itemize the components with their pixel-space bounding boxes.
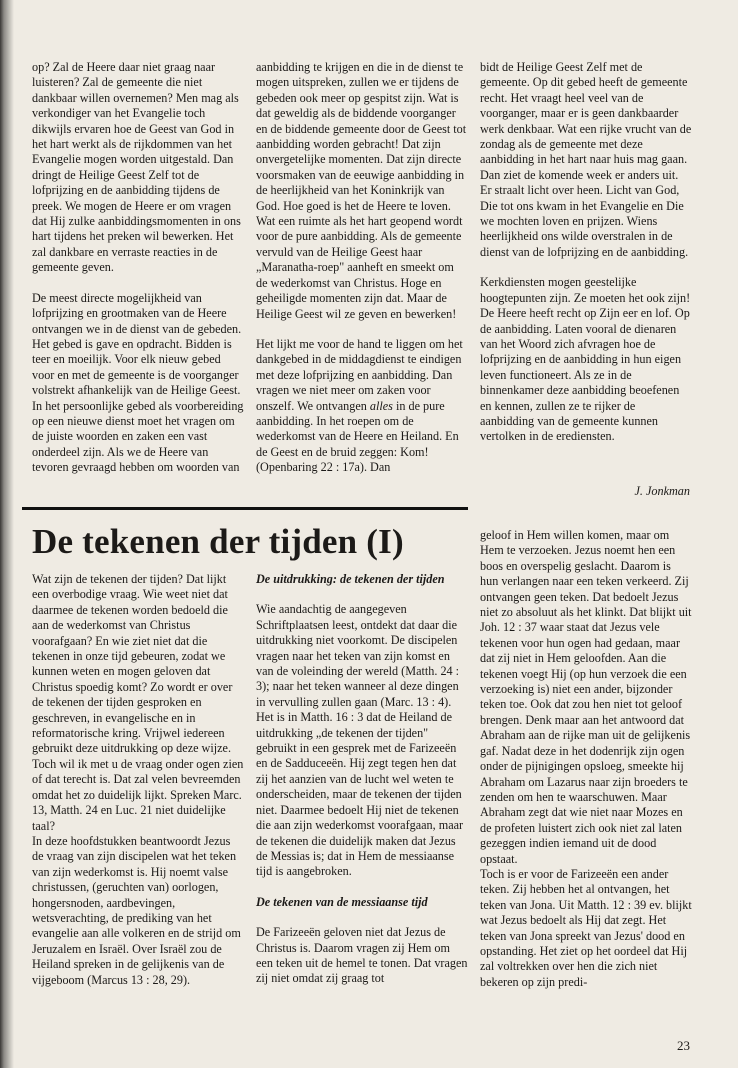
paragraph: Wie aandachtig de aangegeven Schriftplaatsen leest, ontdekt dat daar die uitdrukking niet voorkomt. De discipelen vragen naar het teken van zijn komst en van de voleinding der wereld (Matth. 24 : 3); naar het teken wanneer al deze dingen in vervulling zullen gaan (Marc. 13 : 4). Het is in Matth. 16 : 3 dat de Heiland de uitdrukking „de tekenen der tijden" gebruikt in een gesprek met de Farizeeën en de Sadduceeën. Hij zegt tegen hen dat zij het aanzien van de lucht wel weten te onderscheiden, maar de tekenen der tijden niet. Daarmee bedoelt Hij niet de tekenen die aan zijn wederkomst voorafgaan, maar de tekenen die duidelijk maken dat Jezus de Messias is; dat in Hem de messiaanse tijd is aangebroken. — [256, 602, 464, 879]
emphasis: alles — [369, 398, 393, 413]
paragraph: Wat zijn de tekenen der tijden? Dat lijkt een overbodige vraag. Wie weet niet dat daarmee de tekenen worden bedoeld die aan de wederkomst van Christus voorafgaan? En wie ziet niet dat die tekenen in onze tijd gebeuren, zodat we kunnen weten en mogen geloven dat Christus spoedig komt? Zo wordt er over de tekenen der tijden gesproken en geschreven, in evangelische en in reformatorische kring. Vrijwel iedereen gebruikt deze uitdrukking op deze wijze. Toch wil ik met u de vraag onder ogen zien of dat terecht is. Dat zal velen bevreemden omdat het zo duidelijk lijkt. Spreken Marc. 13, Matth. 24 en Luc. 21 niet duidelijke taal? — [32, 572, 244, 833]
article-column-1 — [32, 572, 244, 988]
top-column-1 — [32, 60, 244, 491]
section-heading: De tekenen van de messiaanse tijd — [256, 894, 428, 909]
article-column-2 — [256, 572, 468, 1002]
paragraph: In deze hoofdstukken beantwoordt Jezus de vraag van zijn discipelen wat het teken van zijn wederkomst is. Hij noemt valse christussen, (geruchten van) oorlogen, hongersnoden, aardbevingen, wetsverachting, de prediking van het evangelie aan alle volkeren en de strijd om Jeruzalem en Israël. Over Israël zou de Heiland spreken in de gelijkenis van de vijgeboom (Marcus 13 : 28, 29). — [32, 833, 241, 987]
author-signature: J. Jonkman — [634, 484, 690, 498]
binding-shadow — [0, 0, 14, 1068]
text-run: in de pure aanbidding. In het roepen om de wederkomst van de Heere en Heiland. En de Geest en de bruid zeggen: Kom! (Openbaring 22 : 17a). Dan — [256, 398, 459, 475]
paragraph: De meest directe mogelijkheid van lofprijzing en grootmaken van de Heere ontvangen we in de dienst van de gebeden. Het gebed is gave en opdracht. Bidden is teer en moeilijk. Voor elk nieuw gebed voor en met de gemeente is de voorganger volstrekt afhankelijk van de Heilige Geest. In het persoonlijke gebed als voorbereiding op een nieuwe dienst moet het vragen om de juiste woorden en zaken een vast onderdeel zijn. Als we de Heere van tevoren gevraagd hebben om woorden van — [32, 290, 244, 475]
paragraph: geloof in Hem willen komen, maar om Hem te verzoeken. Jezus noemt hen een boos en overspelig geslacht. Daarom is hun verlangen naar een teken verkeerd. Zij ontvangen geen teken. Dat bedoelt Jezus niet zo absoluut als het klinkt. Dat blijkt uit Joh. 12 : 37 waar staat dat Jezus vele tekenen voor hun ogen had gedaan, maar dat zij niet in Hem geloofden. Aan die tekenen voegt Hij (op hun verzoek die een verzoeking is) niet een ander, bijzonder teken toe. Ook dat zou hen niet tot geloof brengen. Denk maar aan het antwoord dat Abraham aan de rijke man uit de gelijkenis gaf. Nadat deze in het dodenrijk zijn ogen onder de pijnigingen opsloeg, smeekte hij Abraham om Lazarus naar zijn broeders te zenden om hen te waarschuwen. Maar Abraham zegt dat wie niet naar Mozes en de profeten luistert zich ook niet zal laten gezeggen indien iemand uit de dood opstaat. — [480, 528, 692, 866]
article-title: De tekenen der tijden (I) — [32, 522, 404, 561]
text-run: Het lijkt me voor de hand te liggen om het dankgebed in de middagdienst te eindigen met deze lofprijzing en aanbidding. Dan vragen we niet meer om zaken voor onszelf. We ontvangen — [256, 336, 463, 413]
paragraph: Kerkdiensten mogen geestelijke hoogtepunten zijn. Ze moeten het ook zijn! De Heere heeft recht op Zijn eer en lof. Op de aanbidding. Laten vooral de dienaren van het Woord zich afvragen hoe de lofprijzing en de aanbidding in hun eigen leven functioneert. Als ze in de binnenkamer deze aanbidding beoefenen en kennen, zullen ze te rijker de aanbidding van de gemeente kunnen vertolken in de erediensten. — [480, 275, 691, 444]
paragraph: Toch is er voor de Farizeeën een ander teken. Zij hebben het al ontvangen, het teken van Jona. Uit Matth. 12 : 39 ev. blijkt wat Jezus bedoelt als Hij dat zegt. Het teken van Jona spreekt van Jezus' dood en opstanding. Het ziet op het oordeel dat Hij zal voltrekken over hen die zich niet bekeren op zijn predi- — [480, 866, 692, 989]
top-column-2 — [256, 60, 468, 491]
page-number: 23 — [677, 1038, 690, 1053]
paragraph: bidt de Heilige Geest Zelf met de gemeente. Op dit gebed heeft de gemeente recht. Het vraagt heel veel van de voorganger, maar er is geen dankbaarder werk denkbaar. Wat een rijke vrucht van de zondag als de gemeente met deze aanbidding in het hart naar huis mag gaan. Dan ziet de komende week er anders uit. Er straalt licht over heen. Licht van God, Die tot ons kwam in het Evangelie en Die we mochten loven en prijzen. Wiens heerlijkheid ons wilde overstralen in de dienst van de lofprijzing en de aanbidding. — [480, 60, 692, 259]
section-heading: De uitdrukking: de tekenen der tijden — [256, 572, 445, 586]
top-column-3 — [480, 60, 692, 460]
paragraph — [256, 337, 468, 476]
paragraph: op? Zal de Heere daar niet graag naar luisteren? Zal de gemeente die niet dankbaar willen overnemen? Men mag als verkondiger van het Evangelie toch dikwijls ervaren hoe de Geest van God in het hart werkt als de rijkdommen van het Evangelie mogen worden uitgestald. Dan dringt de Heilige Geest Zelf tot de lofprijzing en de aanbidding tijdens de preek. We mogen de Heere er om vragen dat Hij zulke aanbiddingsmomenten in ons hart tijdens het preken wil bewerken. Het zal dankbare en verraste reacties in de gemeente geven. — [32, 60, 241, 275]
paragraph: aanbidding te krijgen en die in de dienst te mogen uitspreken, zullen we er tijdens de gebeden ook meer op gespitst zijn. Wat is dat geweldig als de biddende voorganger en de biddende gemeente door de Geest tot aanbidding worden gebracht! Dat zijn onvergetelijke momenten. Dat zijn directe voorsmaken van de eeuwige aanbidding in de heerlijkheid van het Koninkrijk van God. Hoe goed is het de Heere te loven. Wat een ruimte als het hart geopend wordt voor de pure aanbidding. Als de gemeente vervuld van de Heilige Geest haar „Maranatha-roep" aanheft en smeekt om de wederkomst van Christus. Hoge en geheiligde momenten zijn dat. Maar de Heilige Geest wil ze geven en bewerken! — [256, 60, 467, 321]
article-column-3 — [480, 528, 692, 990]
paragraph: De Farizeeën geloven niet dat Jezus de Christus is. Daarom vragen zij Hem om een teken uit de hemel te tonen. Dat vragen zij niet omdat zij graag tot — [256, 925, 468, 986]
section-rule — [22, 507, 468, 510]
